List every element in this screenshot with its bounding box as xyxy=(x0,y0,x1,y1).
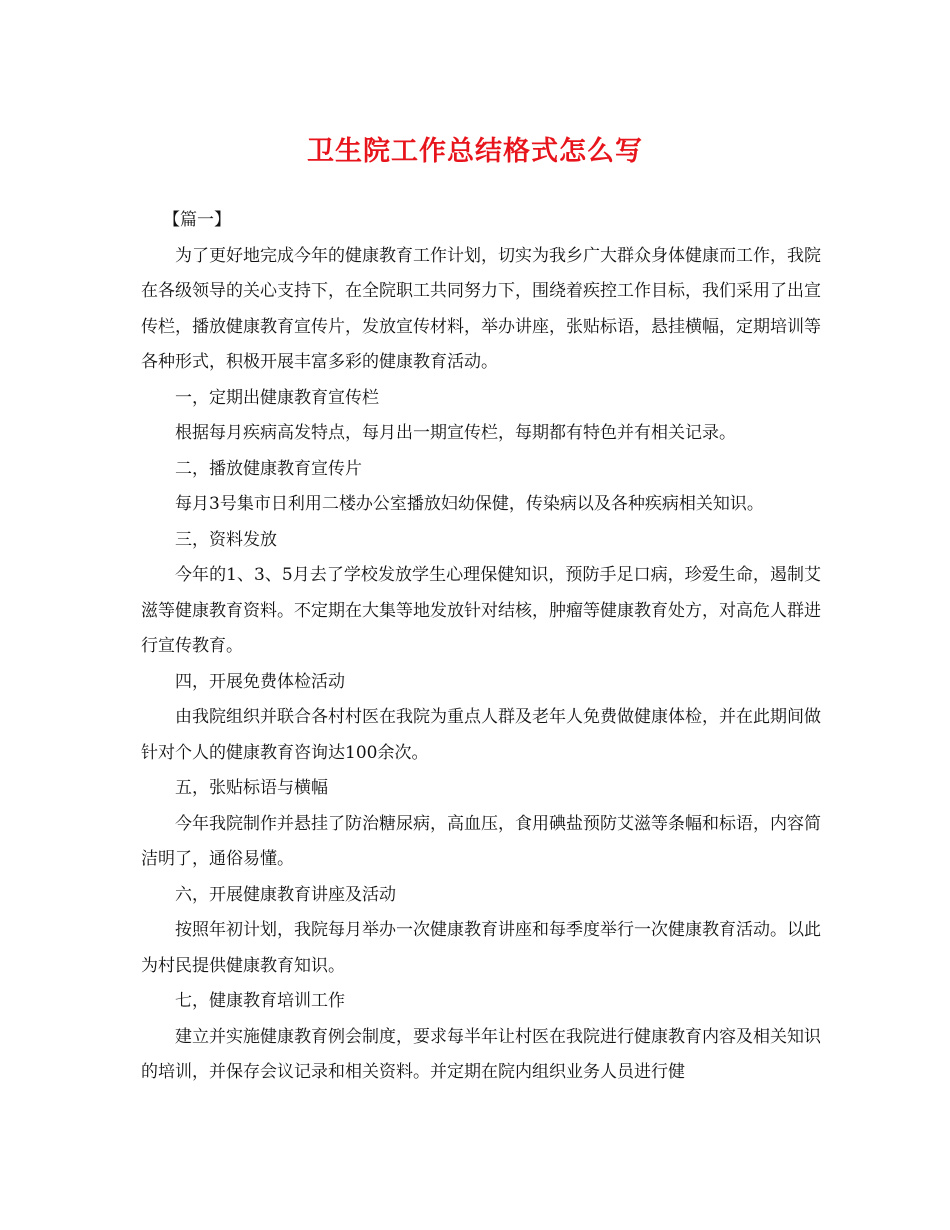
section-heading: 七，健康教育培训工作 xyxy=(175,991,345,1011)
document-body xyxy=(141,203,821,1091)
section-label: 【篇一】 xyxy=(163,210,231,230)
body-paragraph: 今年我院制作并悬挂了防治糖尿病，高血压，食用碘盐预防艾滋等条幅和标语，内容简洁明了，通俗易懂。 xyxy=(141,813,821,869)
section-heading: 五，张贴标语与横幅 xyxy=(175,778,328,798)
body-paragraph: 由我院组织并联合各村村医在我院为重点人群及老年人免费做健康体检，并在此期间做针对个人的健康教育咨询达100余次。 xyxy=(141,707,821,763)
section-heading: 一，定期出健康教育宣传栏 xyxy=(175,387,379,408)
section-heading: 三，资料发放 xyxy=(175,529,277,550)
body-paragraph: 每月3号集市日利用二楼办公室播放妇幼保健，传染病以及各种疾病相关知识。 xyxy=(175,494,764,514)
section-heading: 二，播放健康教育宣传片 xyxy=(175,458,362,479)
body-paragraph: 建立并实施健康教育例会制度，要求每半年让村医在我院进行健康教育内容及相关知识的培训，并保存会议记录和相关资料。并定期在院内组织业务人员进行健 xyxy=(141,1026,821,1082)
section-heading: 六，开展健康教育讲座及活动 xyxy=(175,884,396,905)
intro-paragraph: 为了更好地完成今年的健康教育工作计划，切实为我乡广大群众身体健康而工作，我院在各级领导的关心支持下，在全院职工共同努力下，围绕着疾控工作目标，我们采用了出宣传栏，播放健康教育宣传片，发放宣传材料，举办讲座，张贴标语，悬挂横幅，定期培训等各种形式，积极开展丰富多彩的健康教育活动。 xyxy=(141,245,821,372)
body-paragraph: 根据每月疾病高发特点，每月出一期宣传栏，每期都有特色并有相关记录。 xyxy=(175,423,736,443)
body-paragraph: 按照年初计划，我院每月举办一次健康教育讲座和每季度举行一次健康教育活动。以此为村民提供健康教育知识。 xyxy=(141,920,821,976)
body-paragraph: 今年的1、3、5月去了学校发放学生心理保健知识，预防手足口病，珍爱生命，遏制艾滋等健康教育资料。不定期在大集等地发放针对结核，肿瘤等健康教育处方，对高危人群进行宣传教育。 xyxy=(141,565,821,656)
document-title: 卫生院工作总结格式怎么写 xyxy=(307,136,643,167)
section-heading: 四，开展免费体检活动 xyxy=(175,671,345,692)
